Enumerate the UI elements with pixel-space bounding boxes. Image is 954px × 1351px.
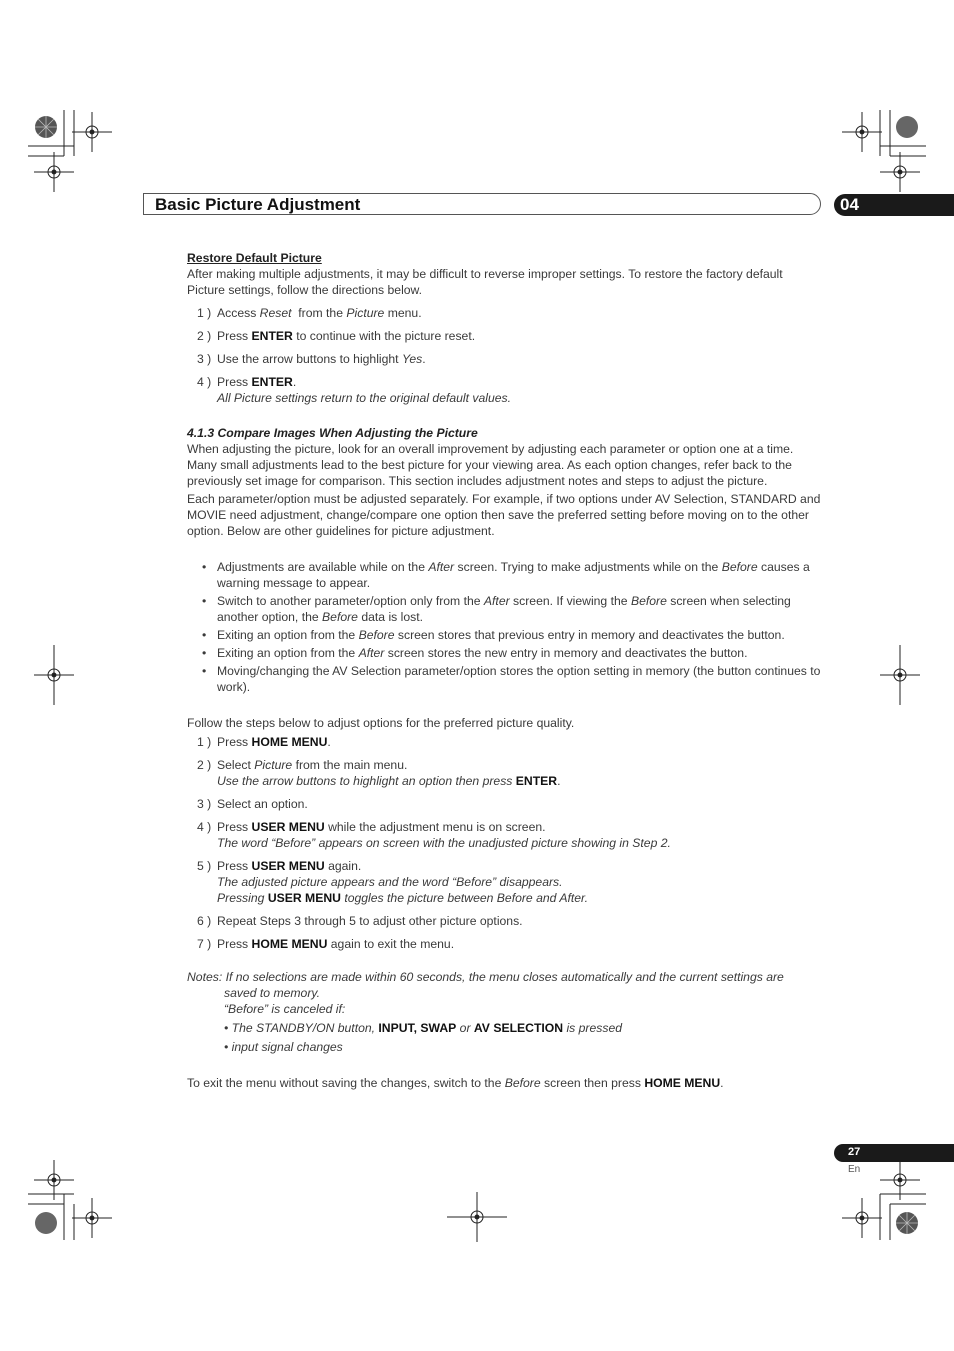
note-line: • The STANDBY/ON button, INPUT, SWAP or AV SELECTION is pressed xyxy=(224,1021,622,1035)
page-title: Basic Picture Adjustment xyxy=(155,195,361,214)
crosshair-icon xyxy=(72,112,112,152)
compare-paragraph-1: When adjusting the picture, look for an overall improvement by adjusting each parameter or option one at a time. Many small adjustments lead to the best picture for your viewing area. As each option changes, refer back to the previously set image for comparison. This section includes adjustment notes and steps to adjust the picture. xyxy=(187,442,794,488)
list-item: 3 ) Select an option. xyxy=(197,797,308,811)
starburst-target-icon xyxy=(895,1211,919,1235)
list-item: 2 ) Press ENTER to continue with the picture reset. xyxy=(197,329,476,343)
note-line: Notes: If no selections are made within 60 seconds, the menu closes automatically and the current settings are xyxy=(187,970,784,984)
starburst-target-icon xyxy=(34,115,58,139)
starburst-target-icon xyxy=(895,115,919,139)
compare-paragraph-2: Each parameter/option must be adjusted separately. For example, if two options under AV Selection, STANDARD and MOVIE need adjustment, change/compare one option then save the preferred setting before moving on to the other option. Below are other guidelines for picture adjustment. xyxy=(187,492,821,538)
restore-heading: Restore Default Picture xyxy=(187,251,322,265)
list-item: 3 ) Use the arrow buttons to highlight Yes. xyxy=(197,352,426,366)
section-header xyxy=(143,193,821,215)
crosshair-icon xyxy=(842,112,882,152)
chapter-number: 04 xyxy=(840,195,859,214)
list-item: 4 ) Press USER MENU while the adjustment menu is on screen. The word “Before” appears on screen with the unadjusted picture showing in Step 2. xyxy=(197,820,671,850)
page-body xyxy=(187,250,823,1091)
list-item: 1 ) Press HOME MENU. xyxy=(197,735,331,749)
list-item: • Moving/changing the AV Selection parameter/option stores the option setting in memory (the button continues to work). xyxy=(202,664,821,694)
note-line: saved to memory. xyxy=(224,986,320,1000)
crosshair-icon xyxy=(447,1192,507,1242)
crosshair-icon xyxy=(880,1160,920,1200)
crosshair-icon xyxy=(842,1198,882,1238)
list-item: • Exiting an option from the Before screen stores that previous entry in memory and deactivates the button. xyxy=(202,628,785,642)
list-item: 1 ) Access Reset from the Picture menu. xyxy=(197,306,422,320)
list-item: 6 ) Repeat Steps 3 through 5 to adjust other picture options. xyxy=(197,914,523,928)
restore-intro: After making multiple adjustments, it may be difficult to reverse improper settings. To restore the factory default Picture settings, follow the directions below. xyxy=(187,267,783,297)
list-item: 2 ) Select Picture from the main menu. Use the arrow buttons to highlight an option then press ENTER. xyxy=(197,758,561,788)
crosshair-icon xyxy=(34,645,74,705)
exit-text: To exit the menu without saving the changes, switch to the Before screen then press HOME MENU. xyxy=(187,1076,724,1090)
starburst-target-icon xyxy=(34,1211,58,1235)
note-line: “Before” is canceled if: xyxy=(224,1002,346,1016)
page-number-tab xyxy=(834,1144,954,1162)
list-item: • Switch to another parameter/option only from the After screen. If viewing the Before screen when selecting another option, the Before data is lost. xyxy=(202,594,791,624)
crosshair-icon xyxy=(880,645,920,705)
crosshair-icon xyxy=(72,1198,112,1238)
language-label: En xyxy=(848,1164,861,1175)
crosshair-icon xyxy=(880,152,920,192)
chapter-tab xyxy=(834,194,954,216)
crosshair-icon xyxy=(34,152,74,192)
note-line: • input signal changes xyxy=(224,1040,343,1054)
crosshair-icon xyxy=(34,1160,74,1200)
page-number: 27 xyxy=(848,1146,861,1158)
list-item: 7 ) Press HOME MENU again to exit the menu. xyxy=(197,937,455,951)
follow-text: Follow the steps below to adjust options for the preferred picture quality. xyxy=(187,716,575,730)
notes-block xyxy=(187,969,823,1055)
list-item: 5 ) Press USER MENU again. The adjusted picture appears and the word “Before” disappears. Pressing USER MENU toggles the picture between Before and After. xyxy=(197,859,589,905)
compare-heading: 4.1.3 Compare Images When Adjusting the Picture xyxy=(187,426,478,440)
list-item: 4 ) Press ENTER. All Picture settings return to the original default values. xyxy=(197,375,512,405)
list-item: • Exiting an option from the After screen stores the new entry in memory and deactivates the button. xyxy=(202,646,748,660)
list-item: • Adjustments are available while on the After screen. Trying to make adjustments while on the Before causes a warning message to appear. xyxy=(202,560,810,590)
